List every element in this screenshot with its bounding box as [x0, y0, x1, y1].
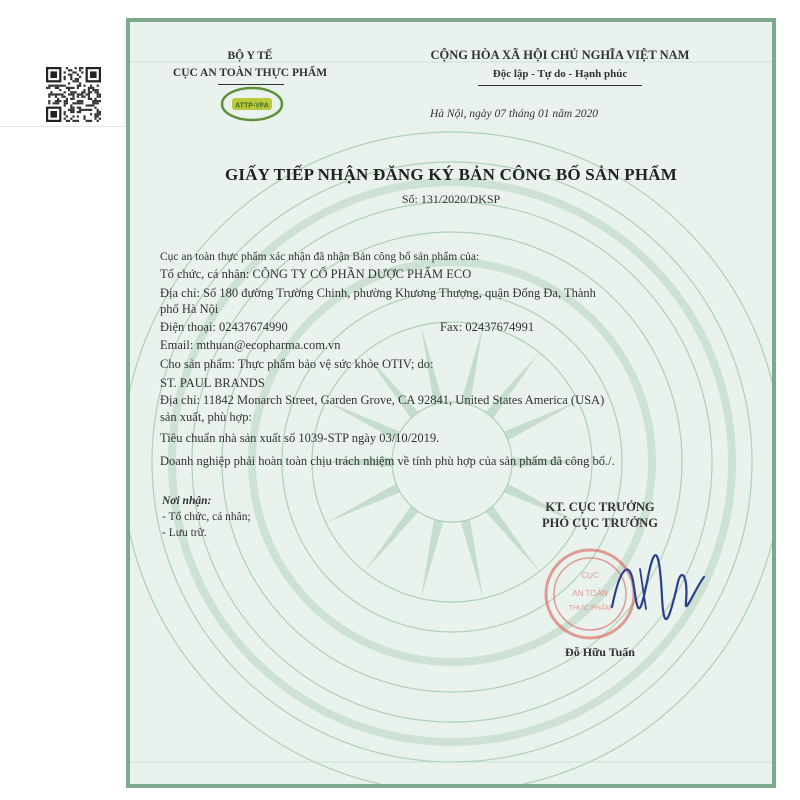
- national-motto: Độc lập - Tự do - Hạnh phúc: [492, 68, 628, 80]
- qr-card: [0, 20, 125, 127]
- body-intro: Cục an toàn thực phẩm xác nhận đã nhận Bản công bố sản phẩm của:: [160, 251, 480, 263]
- ministry-name: BỘ Y TẾ: [227, 50, 273, 62]
- product-line: Cho sản phẩm: Thực phẩm bảo vệ sức khỏe OTIV; do:: [160, 357, 434, 371]
- signer-title: KT. CỤC TRƯỞNG: [545, 500, 655, 514]
- country-name: CỘNG HÒA XÃ HỘI CHỦ NGHĨA VIỆT NAM: [430, 48, 690, 62]
- standard-reference: Tiêu chuẩn nhà sản xuất số 1039-STP ngày 03/10/2019.: [160, 431, 440, 445]
- responsibility-statement: Doanh nghiệp phải hoàn toàn chịu trách nhiệm về tính phù hợp của sản phẩm đã công bố./.: [160, 454, 615, 468]
- organization-email: Email: mthuan@ecopharma.com.vn: [160, 338, 341, 352]
- recipients-label: Nơi nhận:: [162, 495, 212, 507]
- agency-name: CỤC AN TOÀN THỰC PHẨM: [172, 67, 328, 79]
- qr-code[interactable]: [46, 67, 101, 122]
- logo-text: ATTP-VFA: [235, 102, 269, 110]
- document-number: Số: 131/2020/DKSP: [401, 192, 501, 206]
- document-title: GIẤY TIẾP NHẬN ĐĂNG KÝ BẢN CÔNG BỐ SẢN PHẨM: [224, 165, 678, 184]
- recipient-item: - Tổ chức, cá nhân;: [162, 511, 251, 523]
- manufacturer-name: ST. PAUL BRANDS: [160, 376, 265, 390]
- manufacturer-address: Địa chỉ: 11842 Monarch Street, Garden Grove, CA 92841, United States America (USA): [160, 393, 605, 407]
- organization-fax: Fax: 02437674991: [440, 320, 535, 334]
- certificate-document: [126, 18, 776, 788]
- organization-address-cont: phố Hà Nội: [160, 302, 219, 316]
- manufacturer-address-cont: sản xuất, phù hợp:: [160, 410, 253, 424]
- agency-logo-icon: [218, 84, 288, 124]
- signer-name: Đỗ Hữu Tuấn: [565, 645, 635, 659]
- organization-address: Địa chỉ: Số 180 đường Trường Chinh, phường Khương Thượng, quận Đống Đa, Thành: [160, 286, 596, 300]
- stamp-text: AN TOÀN: [572, 589, 608, 598]
- organization-phone: Điện thoại: 02437674990: [160, 320, 288, 334]
- issue-date: Hà Nội, ngày 07 tháng 01 năm 2020: [430, 108, 599, 120]
- organization: Tổ chức, cá nhân: CÔNG TY CỔ PHẦN DƯỢC PHẨM ECO: [160, 267, 472, 281]
- signer-position: PHÓ CỤC TRƯỞNG: [542, 516, 658, 530]
- stamp-text: CỤC: [581, 571, 599, 580]
- recipient-item: - Lưu trữ.: [162, 527, 207, 539]
- stamp-text: THỰC PHẨM: [568, 605, 612, 612]
- signature-icon: [600, 547, 720, 627]
- motto-underline: [478, 85, 642, 86]
